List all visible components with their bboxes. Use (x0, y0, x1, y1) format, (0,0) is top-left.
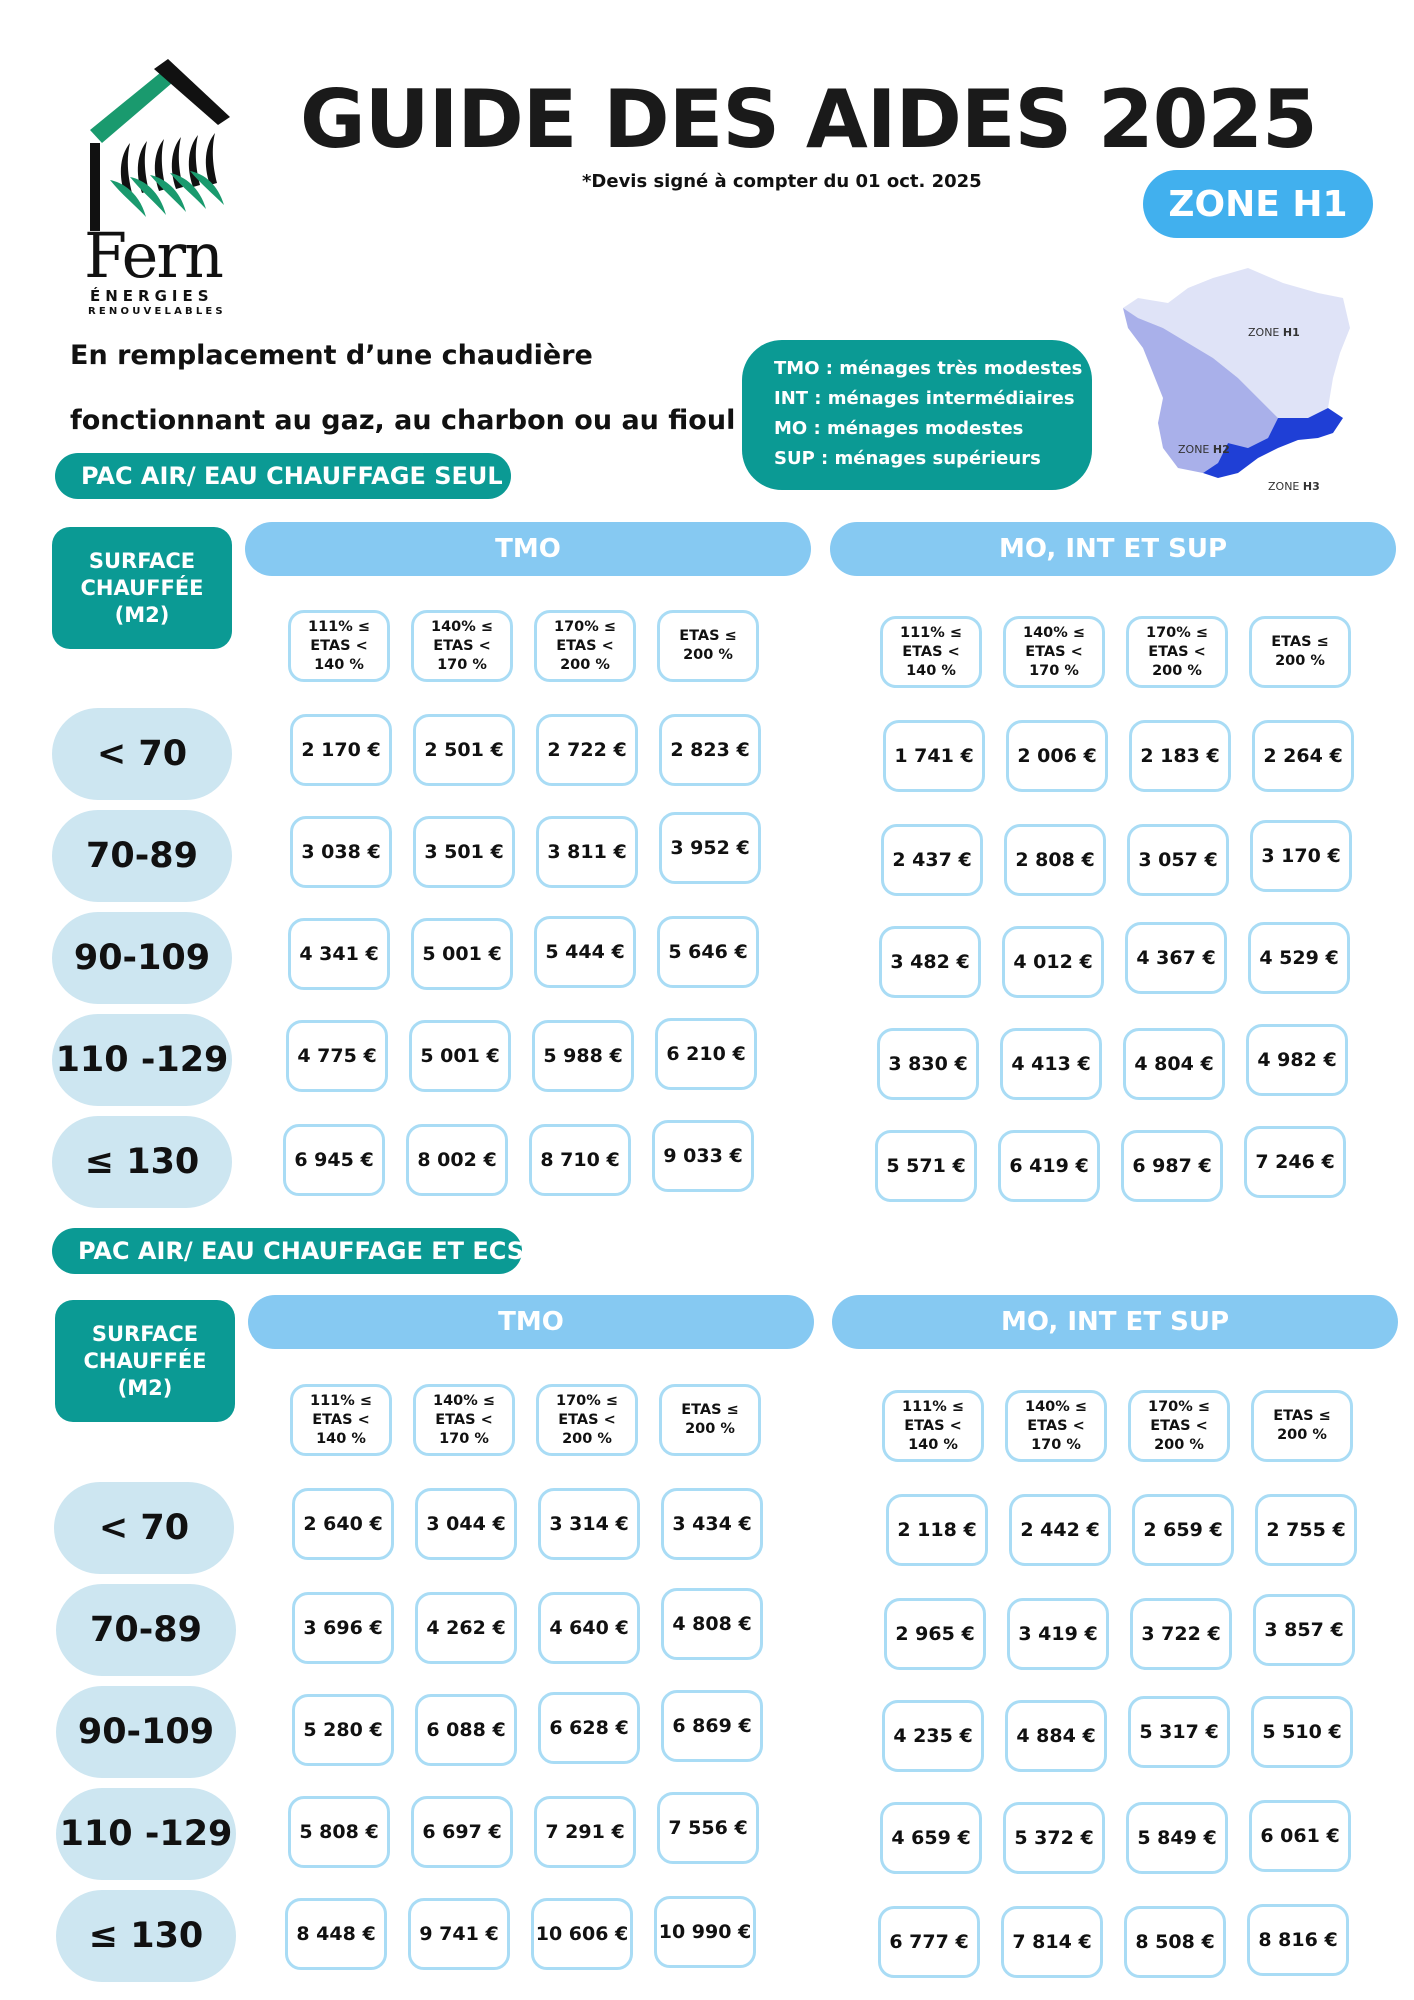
brand-subtitle-line1: ÉNERGIES (90, 287, 214, 305)
aid-amount-cell: 3 419 € (1007, 1598, 1109, 1670)
aid-amount-cell: 4 367 € (1125, 922, 1227, 994)
aid-amount-cell: 2 755 € (1255, 1494, 1357, 1566)
aid-amount-cell: 5 849 € (1126, 1802, 1228, 1874)
aid-amount-cell: 2 501 € (413, 714, 515, 786)
aid-amount-cell: 6 061 € (1249, 1800, 1351, 1872)
aid-amount-cell: 2 965 € (884, 1598, 986, 1670)
aid-amount-cell: 2 006 € (1006, 720, 1108, 792)
house-logo-icon (80, 55, 240, 235)
france-zone-map (1118, 268, 1358, 498)
row-label: 110 -129 (52, 1014, 232, 1106)
intro-line-2: fonctionnant au gaz, au charbon ou au fioul (70, 405, 736, 436)
aid-amount-cell: 6 419 € (998, 1130, 1100, 1202)
section-title-chauffage-ecs: PAC AIR/ EAU CHAUFFAGE ET ECS (52, 1228, 522, 1274)
aid-amount-cell: 6 210 € (655, 1018, 757, 1090)
etas-header: 170% ≤ ETAS < 200 % (536, 1384, 638, 1456)
legend-item-int: INT : ménages intermédiaires (774, 388, 1075, 409)
aid-amount-cell: 5 280 € (292, 1694, 394, 1766)
aid-amount-cell: 8 448 € (285, 1898, 387, 1970)
aid-amount-cell: 2 118 € (886, 1494, 988, 1566)
aid-amount-cell: 5 372 € (1003, 1802, 1105, 1874)
aid-amount-cell: 3 170 € (1250, 820, 1352, 892)
aid-amount-cell: 2 722 € (536, 714, 638, 786)
aid-amount-cell: 5 510 € (1251, 1696, 1353, 1768)
aid-amount-cell: 8 816 € (1247, 1904, 1349, 1976)
surface-header: SURFACE CHAUFFÉE (M2) (55, 1300, 235, 1422)
aid-amount-cell: 10 606 € (531, 1898, 633, 1970)
legend-item-tmo: TMO : ménages très modestes (774, 358, 1083, 379)
etas-header: 111% ≤ ETAS < 140 % (290, 1384, 392, 1456)
aid-amount-cell: 2 183 € (1129, 720, 1231, 792)
brand-name: Fern (84, 219, 222, 292)
etas-header: ETAS ≤ 200 % (1249, 616, 1351, 688)
aid-amount-cell: 3 314 € (538, 1488, 640, 1560)
aid-amount-cell: 3 952 € (659, 812, 761, 884)
row-label: 70-89 (56, 1584, 236, 1676)
aid-amount-cell: 4 982 € (1246, 1024, 1348, 1096)
etas-header: 111% ≤ ETAS < 140 % (288, 610, 390, 682)
aid-amount-cell: 2 264 € (1252, 720, 1354, 792)
household-legend (742, 340, 1092, 490)
aid-amount-cell: 4 640 € (538, 1592, 640, 1664)
surface-header: SURFACE CHAUFFÉE (M2) (52, 527, 232, 649)
page-subtitle: *Devis signé à compter du 01 oct. 2025 (582, 171, 982, 192)
etas-header: 111% ≤ ETAS < 140 % (882, 1390, 984, 1462)
aid-amount-cell: 3 830 € (877, 1028, 979, 1100)
aid-amount-cell: 3 696 € (292, 1592, 394, 1664)
aid-amount-cell: 3 038 € (290, 816, 392, 888)
aid-amount-cell: 2 437 € (881, 824, 983, 896)
etas-header: 140% ≤ ETAS < 170 % (411, 610, 513, 682)
etas-header: 140% ≤ ETAS < 170 % (1005, 1390, 1107, 1462)
aid-amount-cell: 4 808 € (661, 1588, 763, 1660)
group-header-mo-int-sup: MO, INT ET SUP (830, 522, 1396, 576)
aid-amount-cell: 1 741 € (883, 720, 985, 792)
group-header-tmo: TMO (245, 522, 811, 576)
svg-text:ZONE H1: ZONE H1 (1248, 326, 1300, 339)
aid-amount-cell: 7 291 € (534, 1796, 636, 1868)
svg-text:ZONE H2: ZONE H2 (1178, 443, 1230, 456)
aid-amount-cell: 6 628 € (538, 1692, 640, 1764)
aid-amount-cell: 4 775 € (286, 1020, 388, 1092)
aid-amount-cell: 7 814 € (1001, 1906, 1103, 1978)
legend-item-sup: SUP : ménages supérieurs (774, 448, 1041, 469)
brand-subtitle-line2: RENOUVELABLES (88, 306, 226, 317)
aid-amount-cell: 2 442 € (1009, 1494, 1111, 1566)
aid-amount-cell: 3 857 € (1253, 1594, 1355, 1666)
legend-item-mo: MO : ménages modestes (774, 418, 1024, 439)
row-label: 110 -129 (56, 1788, 236, 1880)
aid-amount-cell: 6 088 € (415, 1694, 517, 1766)
etas-header: 140% ≤ ETAS < 170 % (1003, 616, 1105, 688)
zone-badge: ZONE H1 (1143, 170, 1373, 238)
etas-header: 111% ≤ ETAS < 140 % (880, 616, 982, 688)
intro-line-1: En remplacement d’une chaudière (70, 340, 593, 371)
aid-amount-cell: 8 710 € (529, 1124, 631, 1196)
group-header-mo-int-sup: MO, INT ET SUP (832, 1295, 1398, 1349)
aid-amount-cell: 6 945 € (283, 1124, 385, 1196)
aid-amount-cell: 7 556 € (657, 1792, 759, 1864)
aid-amount-cell: 4 262 € (415, 1592, 517, 1664)
france-map-icon (1118, 268, 1358, 498)
aid-amount-cell: 3 434 € (661, 1488, 763, 1560)
aid-amount-cell: 5 808 € (288, 1796, 390, 1868)
aid-amount-cell: 2 823 € (659, 714, 761, 786)
aid-amount-cell: 4 012 € (1002, 926, 1104, 998)
group-header-tmo: TMO (248, 1295, 814, 1349)
row-label: < 70 (54, 1482, 234, 1574)
etas-header: ETAS ≤ 200 % (1251, 1390, 1353, 1462)
section-title-chauffage-seul: PAC AIR/ EAU CHAUFFAGE SEUL (55, 453, 511, 499)
aid-amount-cell: 8 508 € (1124, 1906, 1226, 1978)
row-label: 90-109 (52, 912, 232, 1004)
aid-amount-cell: 7 246 € (1244, 1126, 1346, 1198)
aid-amount-cell: 5 001 € (411, 918, 513, 990)
row-label: ≤ 130 (56, 1890, 236, 1982)
aid-amount-cell: 9 741 € (408, 1898, 510, 1970)
aid-amount-cell: 6 869 € (661, 1690, 763, 1762)
aid-amount-cell: 6 777 € (878, 1906, 980, 1978)
aid-amount-cell: 2 170 € (290, 714, 392, 786)
etas-header: ETAS ≤ 200 % (657, 610, 759, 682)
aid-amount-cell: 2 640 € (292, 1488, 394, 1560)
aid-amount-cell: 3 057 € (1127, 824, 1229, 896)
aid-amount-cell: 4 341 € (288, 918, 390, 990)
aid-amount-cell: 4 884 € (1005, 1700, 1107, 1772)
aid-amount-cell: 8 002 € (406, 1124, 508, 1196)
aid-amount-cell: 4 529 € (1248, 922, 1350, 994)
aid-amount-cell: 5 001 € (409, 1020, 511, 1092)
aid-amount-cell: 3 811 € (536, 816, 638, 888)
row-label: < 70 (52, 708, 232, 800)
aid-amount-cell: 2 659 € (1132, 1494, 1234, 1566)
page-title: GUIDE DES AIDES 2025 (300, 73, 1317, 166)
aid-amount-cell: 6 987 € (1121, 1130, 1223, 1202)
svg-text:ZONE H3: ZONE H3 (1268, 480, 1320, 493)
aid-amount-cell: 4 659 € (880, 1802, 982, 1874)
aid-amount-cell: 10 990 € (654, 1896, 756, 1968)
aid-amount-cell: 6 697 € (411, 1796, 513, 1868)
aid-amount-cell: 3 501 € (413, 816, 515, 888)
row-label: 70-89 (52, 810, 232, 902)
aid-amount-cell: 5 317 € (1128, 1696, 1230, 1768)
aid-amount-cell: 5 988 € (532, 1020, 634, 1092)
row-label: 90-109 (56, 1686, 236, 1778)
aid-amount-cell: 5 444 € (534, 916, 636, 988)
aid-amount-cell: 3 722 € (1130, 1598, 1232, 1670)
aid-amount-cell: 4 235 € (882, 1700, 984, 1772)
etas-header: 140% ≤ ETAS < 170 % (413, 1384, 515, 1456)
aid-amount-cell: 5 646 € (657, 916, 759, 988)
etas-header: ETAS ≤ 200 % (659, 1384, 761, 1456)
aid-amount-cell: 3 482 € (879, 926, 981, 998)
etas-header: 170% ≤ ETAS < 200 % (534, 610, 636, 682)
aid-amount-cell: 2 808 € (1004, 824, 1106, 896)
aid-amount-cell: 5 571 € (875, 1130, 977, 1202)
row-label: ≤ 130 (52, 1116, 232, 1208)
aid-amount-cell: 9 033 € (652, 1120, 754, 1192)
aid-amount-cell: 4 413 € (1000, 1028, 1102, 1100)
aid-amount-cell: 4 804 € (1123, 1028, 1225, 1100)
etas-header: 170% ≤ ETAS < 200 % (1126, 616, 1228, 688)
etas-header: 170% ≤ ETAS < 200 % (1128, 1390, 1230, 1462)
aid-amount-cell: 3 044 € (415, 1488, 517, 1560)
